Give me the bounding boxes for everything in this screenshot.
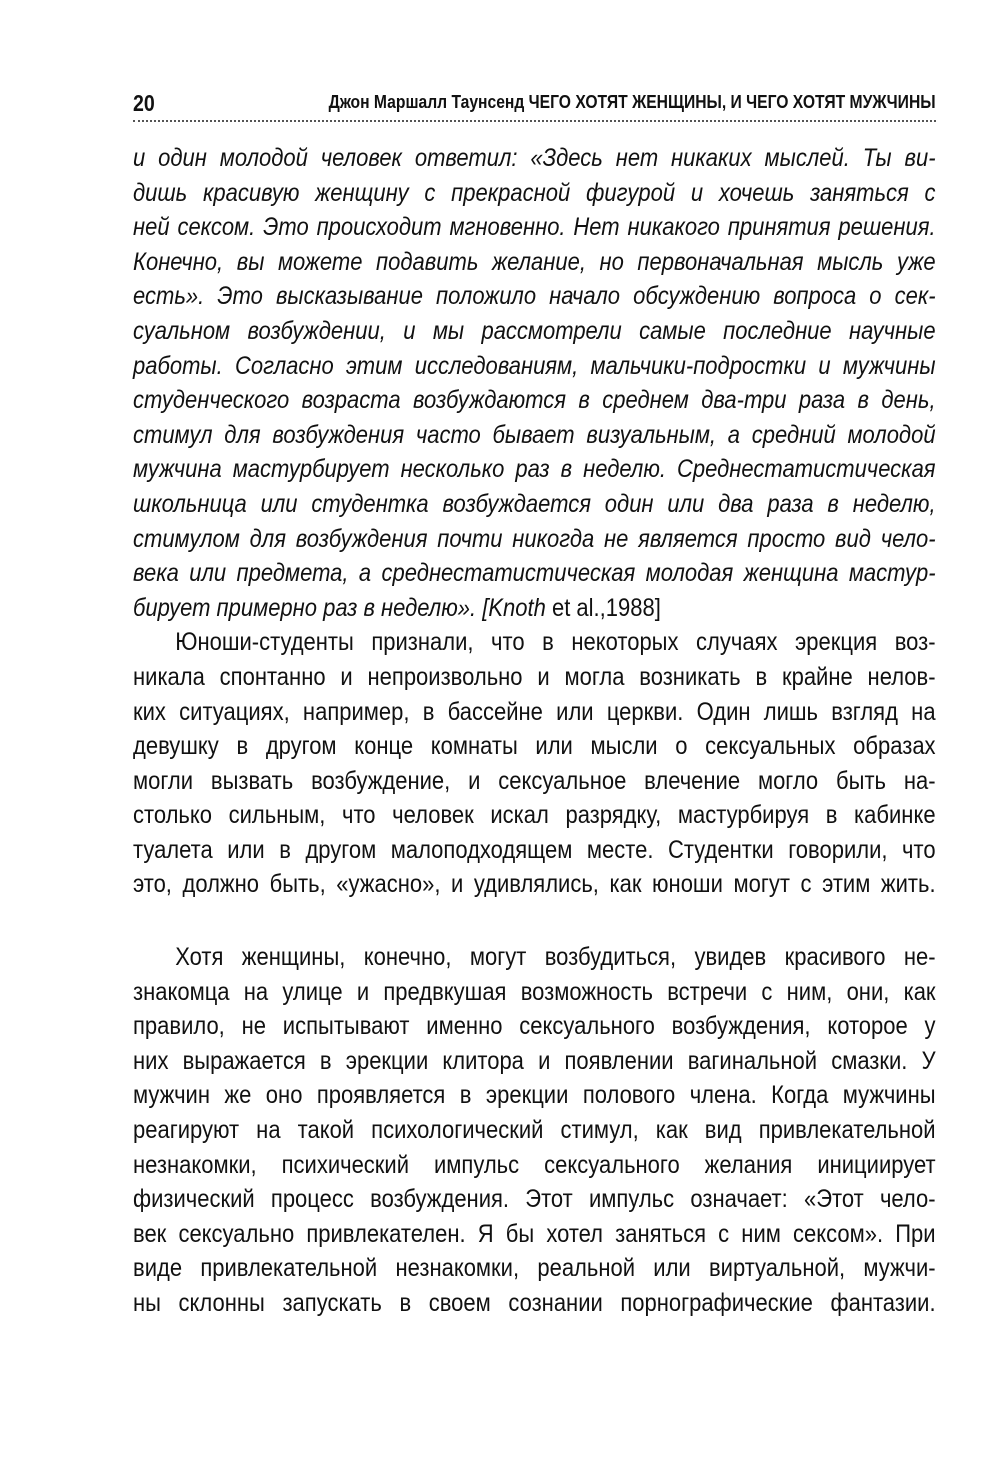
text-line: школьница или студентка возбуждается один или два раза в неделю, bbox=[133, 489, 936, 518]
text-line: Юноши-студенты признали, что в некоторых случаях эрекция воз- bbox=[175, 628, 936, 657]
paragraph-1 bbox=[133, 625, 936, 902]
citation-author: Knoth bbox=[488, 593, 546, 622]
text-line: ней сексом. Это происходит мгновенно. Нет никакого принятия решения. bbox=[133, 213, 936, 242]
text-line: мужчина мастурбирует несколько раз в неделю. Среднестатистическая bbox=[133, 455, 936, 484]
paragraph-gap bbox=[133, 902, 936, 940]
text-line: век сексуально привлекателен. Я бы хотел заняться с ним сексом». При bbox=[133, 1219, 936, 1248]
paragraph-2 bbox=[133, 940, 936, 1321]
text-line: дишь красивую женщину с прекрасной фигурой и хочешь заняться с bbox=[133, 178, 936, 207]
text-line: мужчин же оно проявляется в эрекции полового члена. Когда мужчины bbox=[133, 1081, 936, 1110]
page-number: 20 bbox=[133, 90, 155, 116]
text-line: стимулом для возбуждения почти никогда не является просто вид чело- bbox=[133, 524, 936, 553]
text-line: ких ситуациях, например, в бассейне или церкви. Один лишь взгляд на bbox=[133, 697, 936, 726]
quote-block bbox=[133, 141, 936, 625]
text-line: есть». Это высказывание положило начало обсуждению вопроса о сек- bbox=[133, 282, 936, 311]
text-line: века или предмета, а среднестатистическая молодая женщина мастур- bbox=[133, 559, 936, 588]
text-line: правило, не испытывают именно сексуального возбуждения, которое у bbox=[133, 1012, 936, 1041]
text-line: могли вызвать возбуждение, и сексуальное влечение могло быть на- bbox=[133, 766, 936, 795]
text-line: стимул для возбуждения часто бывает визуальным, а средний молодой bbox=[133, 420, 936, 449]
text-line: девушку в другом конце комнаты или мысли о сексуальных образах bbox=[133, 732, 936, 761]
text-line: них выражается в эрекции клитора и появлении вагинальной смазки. У bbox=[133, 1046, 936, 1075]
text-line: виде привлекательной незнакомки, реальной или виртуальной, мужчи- bbox=[133, 1254, 936, 1283]
text-line: работы. Согласно этим исследованиям, мальчики-подростки и мужчины bbox=[133, 351, 936, 380]
text-line: туалета или в другом малоподходящем месте. Студентки говорили, что bbox=[133, 835, 936, 864]
text-line: столько сильным, что человек искал разрядку, мастурбируя в кабинке bbox=[133, 801, 936, 830]
text-line: ны склонны запускать в своем сознании порнографические фантазии. bbox=[133, 1289, 936, 1317]
text-line: Конечно, вы можете подавить желание, но первоначальная мысль уже bbox=[133, 247, 936, 276]
text-line: никала спонтанно и непроизвольно и могла возникать в крайне нелов- bbox=[133, 662, 936, 691]
quote-ending: бирует примерно раз в неделю». [ bbox=[133, 593, 489, 622]
text-line: физический процесс возбуждения. Этот импульс означает: «Этот чело- bbox=[133, 1185, 936, 1214]
text-line: знакомца на улице и предвкушая возможность встречи с ним, они, как bbox=[133, 977, 936, 1006]
text-line: реагируют на такой психологический стимул, как вид привлекательной bbox=[133, 1116, 936, 1145]
text-line: и один молодой человек ответил: «Здесь нет никаких мыслей. Ты ви- bbox=[133, 144, 936, 172]
text-line-citation bbox=[133, 591, 936, 626]
text-line: суальном возбуждении, и мы рассмотрели самые последние научные bbox=[133, 316, 936, 345]
text-line: студенческого возраста возбуждаются в среднем два-три раза в день, bbox=[133, 386, 936, 415]
running-head: Джон Маршалл Таунсенд ЧЕГО ХОТЯТ ЖЕНЩИНЫ, И ЧЕГО ХОТЯТ МУЖЧИНЫ bbox=[329, 92, 936, 112]
text-line: Хотя женщины, конечно, могут возбудиться, увидев красивого не- bbox=[175, 943, 936, 972]
text-line: это, должно быть, «ужасно», и удивлялись, как юноши могут с этим жить. bbox=[133, 870, 936, 899]
page-header bbox=[133, 88, 936, 122]
text-line: незнакомки, психический импульс сексуального желания инициирует bbox=[133, 1150, 936, 1179]
body-text bbox=[133, 141, 936, 1321]
citation-rest: et al.,1988] bbox=[545, 593, 661, 622]
